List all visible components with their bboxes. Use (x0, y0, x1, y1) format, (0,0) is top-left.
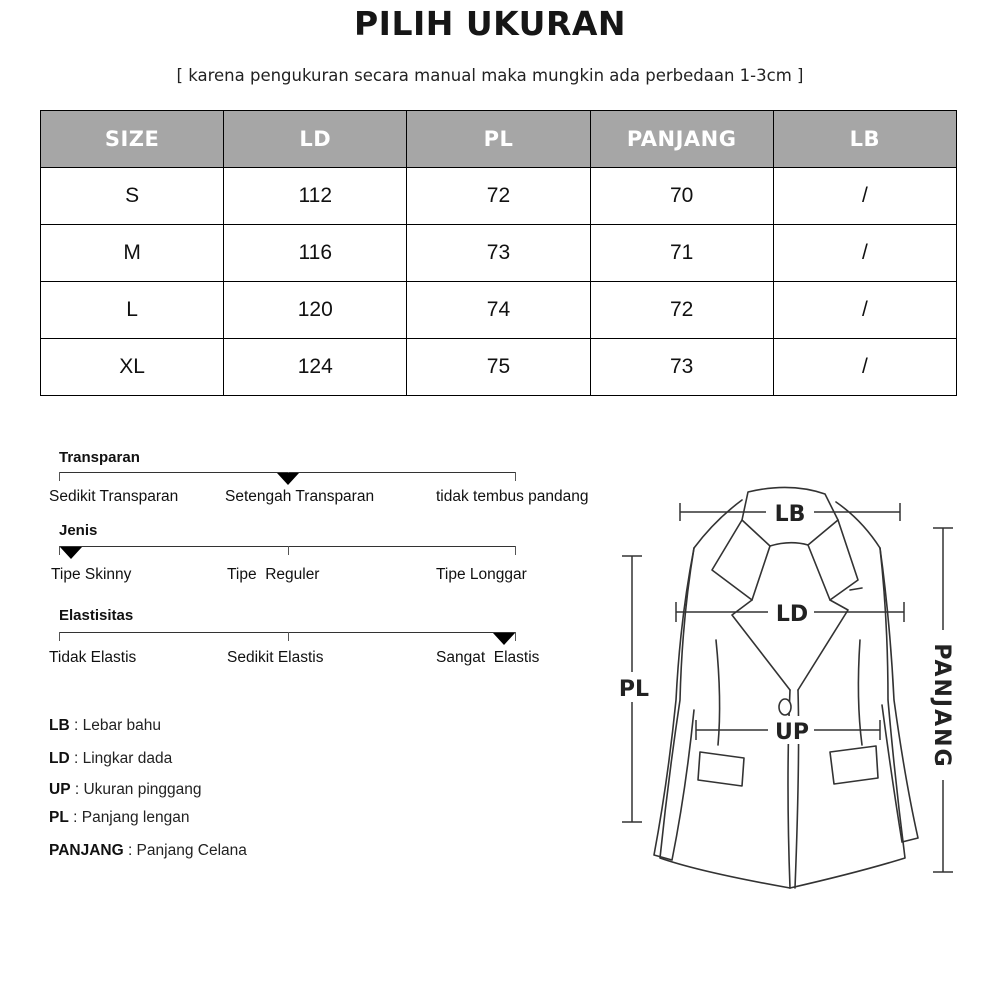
scale-option: Sedikit Elastis (227, 649, 324, 666)
cell-lb: / (773, 225, 956, 282)
legend-abbr: UP (49, 781, 71, 798)
cell-size: L (41, 282, 224, 339)
scale-tick (59, 472, 60, 481)
cell-ld: 116 (224, 225, 407, 282)
legend-item-lb (49, 717, 161, 735)
cell-ld: 112 (224, 168, 407, 225)
cell-panjang: 70 (590, 168, 773, 225)
scale-line (59, 546, 515, 547)
legend-item-panjang (49, 842, 247, 860)
header-ld: LD (224, 111, 407, 168)
scale-option: tidak tembus pandang (436, 488, 589, 505)
panjang-label: PANJANG (929, 643, 954, 769)
scale-option: Sedikit Transparan (49, 488, 179, 505)
header-pl: PL (407, 111, 590, 168)
cell-ld: 120 (224, 282, 407, 339)
scale-tick (59, 632, 60, 641)
page-title: PILIH UKURAN (353, 4, 627, 43)
scale-option: Tipe Longgar (436, 566, 527, 583)
cell-pl: 72 (407, 168, 590, 225)
table-row (41, 168, 957, 225)
ld-label: LD (775, 602, 809, 627)
cell-size: XL (41, 339, 224, 396)
scale-label: Elastisitas (59, 607, 134, 624)
legend-abbr: LD (49, 750, 70, 767)
size-chart-table (40, 110, 957, 396)
legend-item-ld (49, 750, 172, 768)
legend-desc: : Panjang Celana (123, 842, 247, 859)
scale-tick (515, 472, 516, 481)
selected-marker (277, 473, 299, 485)
legend-desc: : Lingkar dada (69, 750, 173, 767)
cell-pl: 75 (407, 339, 590, 396)
scale-option: Tipe Skinny (51, 566, 132, 583)
legend-abbr: LB (49, 717, 70, 734)
cell-panjang: 73 (590, 339, 773, 396)
legend-item-pl (49, 809, 189, 827)
scale-option: Sangat Elastis (436, 649, 540, 666)
scale-option: Setengah Transparan (225, 488, 375, 505)
lb-label: LB (774, 502, 806, 527)
legend-desc: : Ukuran pinggang (70, 781, 202, 798)
scale-tick (515, 632, 516, 641)
table-row (41, 339, 957, 396)
cell-lb: / (773, 168, 956, 225)
legend-abbr: PANJANG (49, 842, 124, 859)
cell-pl: 73 (407, 225, 590, 282)
cell-size: S (41, 168, 224, 225)
cell-lb: / (773, 339, 956, 396)
scale-option: Tipe Reguler (227, 566, 320, 583)
legend-desc: : Lebar bahu (69, 717, 162, 734)
scale-line (59, 632, 515, 633)
header-panjang: PANJANG (590, 111, 773, 168)
cell-lb: / (773, 282, 956, 339)
pl-label: PL (618, 677, 650, 702)
legend-abbr: PL (49, 809, 69, 826)
legend-item-up (49, 781, 202, 799)
selected-marker (493, 633, 515, 645)
cell-pl: 74 (407, 282, 590, 339)
header-lb: LB (773, 111, 956, 168)
scale-option: Tidak Elastis (49, 649, 137, 666)
scale-tick (515, 546, 516, 555)
selected-marker (60, 547, 82, 559)
blazer-sketch (654, 487, 918, 888)
cell-ld: 124 (224, 339, 407, 396)
table-row (41, 225, 957, 282)
scale-label: Jenis (59, 522, 98, 539)
up-label: UP (775, 720, 809, 745)
scale-label: Transparan (59, 449, 140, 466)
cell-panjang: 71 (590, 225, 773, 282)
table-header-row (41, 111, 957, 168)
header-size: SIZE (41, 111, 224, 168)
table-row (41, 282, 957, 339)
scale-tick (288, 546, 289, 555)
blazer-measurement-diagram (600, 470, 980, 890)
measurement-note: [ karena pengukuran secara manual maka mungkin ada perbedaan 1-3cm ] (176, 66, 804, 85)
button-icon (779, 699, 791, 715)
scale-tick (288, 632, 289, 641)
legend-desc: : Panjang lengan (68, 809, 190, 826)
cell-size: M (41, 225, 224, 282)
cell-panjang: 72 (590, 282, 773, 339)
